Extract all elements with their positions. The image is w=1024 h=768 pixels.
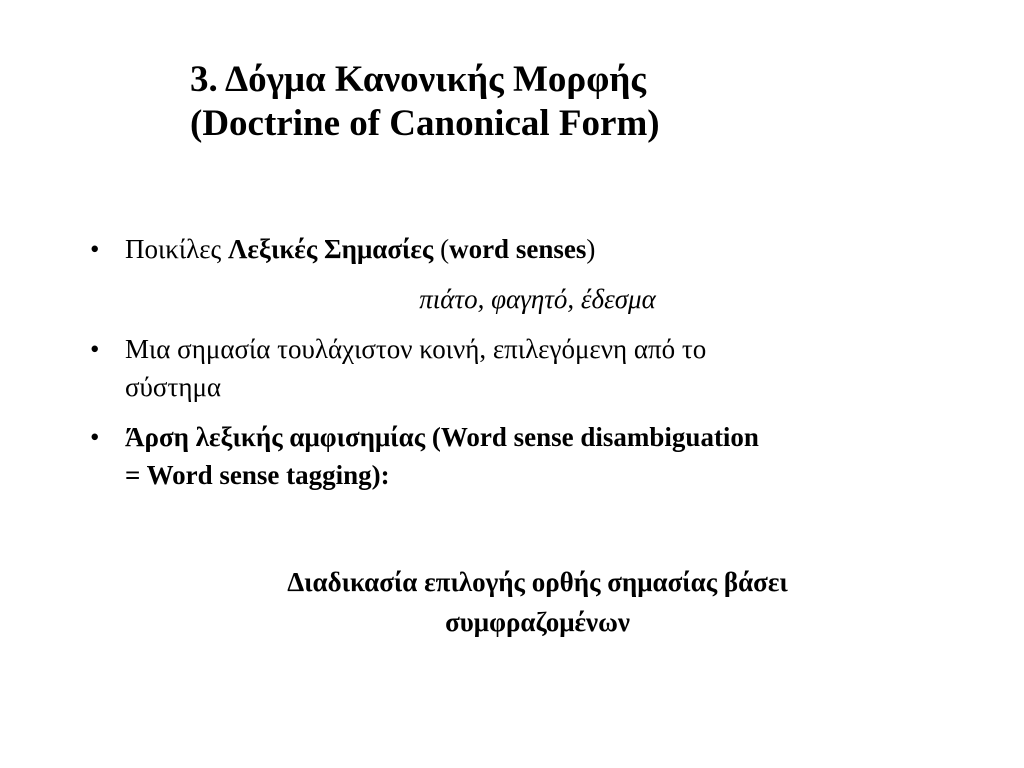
bullet-bold-term: Λεξικές Σημασίες [228,234,434,264]
title-line-1: 3. Δόγμα Κανονικής Μορφής [190,59,646,100]
example-words: πιάτο, φαγητό, έδεσμα [419,284,656,314]
bullet-marker: • [90,334,100,364]
bullet-marker: • [90,422,100,452]
bullet-disambiguation [90,418,950,494]
bullet-common-sense [90,330,950,406]
paren-open: ( [433,234,450,264]
paren-close: ) [586,234,596,264]
bullet-word-senses [90,230,950,268]
title-line-2: (Doctrine of Canonical Form) [190,103,660,144]
bullet-line-2: σύστημα [125,372,222,402]
conclusion-line-2: συμφραζομένων [445,607,630,637]
bullet-prefix: Ποικίλες [125,234,229,264]
conclusion-text [90,562,950,642]
bullet-line-1: Άρση λεξικής αμφισημίας (Word sense disambiguation [125,422,759,452]
conclusion-line-1: Διαδικασία επιλογής ορθής σημασίας βάσει [287,567,788,597]
bullet-bold-en: word senses [449,234,587,264]
bullet-marker: • [90,234,100,264]
bullet-line-1: Μια σημασία τουλάχιστον κοινή, επιλεγόμενη από το [125,334,707,364]
bullet-line-2: = Word sense tagging): [125,460,390,490]
bullet-list [90,230,950,494]
slide-title [190,58,950,146]
